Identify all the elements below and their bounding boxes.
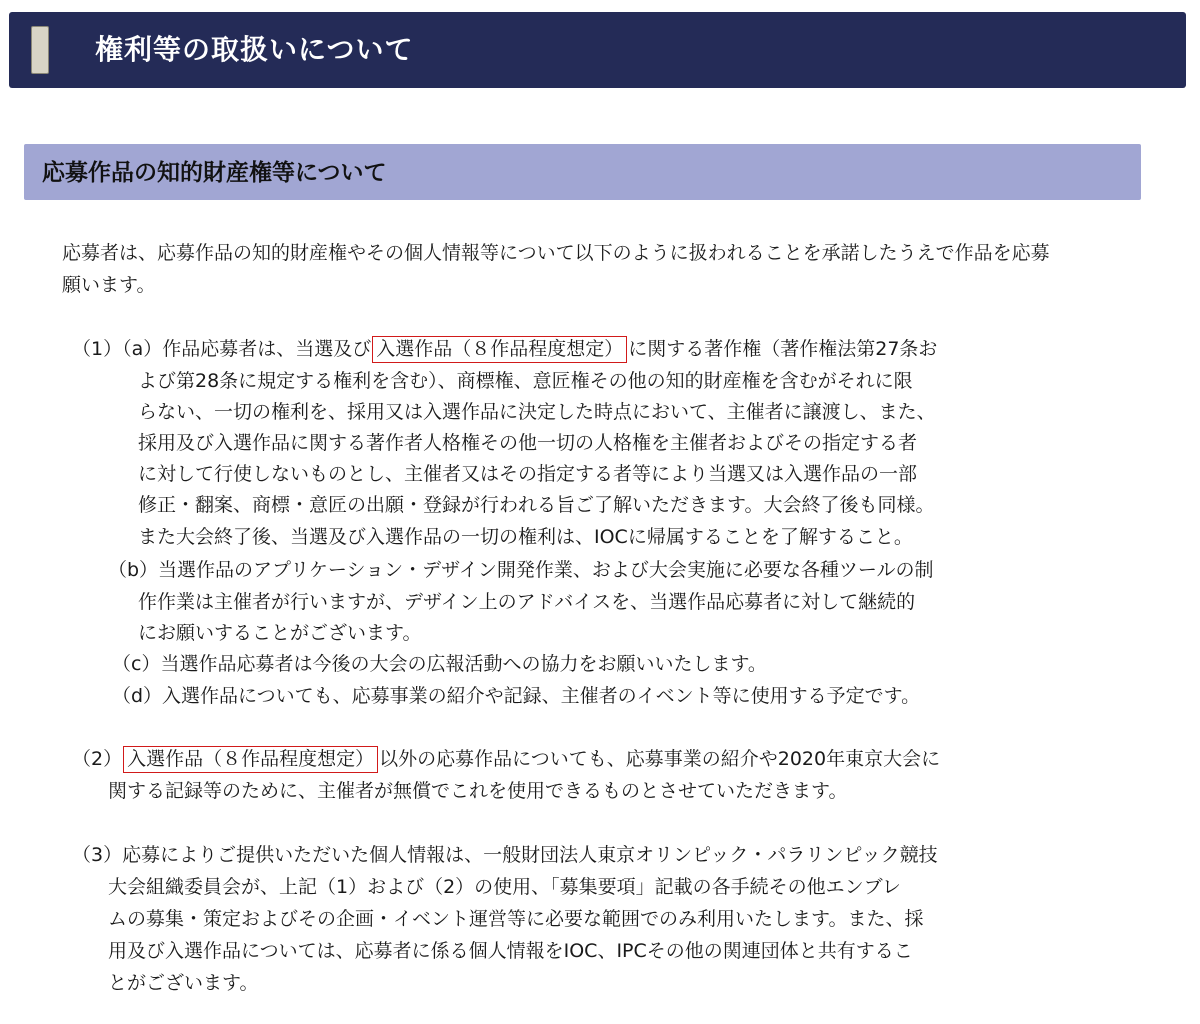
item3-line: とがございます。 [108, 972, 259, 994]
item1-a-line: らない、一切の権利を、採用又は入選作品に決定した時点において、主催者に譲渡し、また、 [138, 401, 936, 423]
intro-line-1: 応募者は、応募作品の知的財産権やその個人情報等について以下のように扱われることを承諾したうえで作品を応募 [62, 242, 1050, 264]
item1-a-post: に関する著作権（著作権法第27条お [628, 338, 938, 360]
item1-d-line: （d）入選作品についても、応募事業の紹介や記録、主催者のイベント等に使用する予定です。 [112, 685, 921, 707]
item1-a-line: また大会終了後、当選及び入選作品の一切の権利は、IOCに帰属することを了解すること。 [138, 526, 913, 548]
item1-b-line: （b）当選作品のアプリケーション・デザイン開発作業、および大会実施に必要な各種ツールの制 [108, 559, 934, 581]
item2-first-line [72, 746, 940, 772]
item1-a-pre: （1）（a）作品応募者は、当選及び [72, 338, 372, 360]
section-heading: 応募作品の知的財産権等について [42, 160, 387, 186]
item1-a-line: よび第28条に規定する権利を含む）、商標権、意匠権その他の知的財産権を含むがそれに限 [138, 370, 913, 392]
item2-post: 以外の応募作品についても、応募事業の紹介や2020年東京大会に [379, 748, 941, 770]
section-heading-bar [24, 144, 1141, 200]
item2-highlight-box: 入選作品（８作品程度想定） [123, 746, 378, 773]
item1-a-line: 採用及び入選作品に関する著作者人格権その他一切の人格権を主催者およびその指定する者 [138, 432, 918, 454]
page-title-bar [9, 12, 1186, 88]
item3-line: 用及び入選作品については、応募者に係る個人情報をIOC、IPCその他の関連団体と共有するこ [108, 940, 913, 962]
page-title: 権利等の取扱いについて [95, 33, 414, 66]
title-marker-icon [31, 26, 49, 74]
item3-line: （3）応募によりご提供いただいた個人情報は、一般財団法人東京オリンピック・パラリンピック競技 [72, 844, 938, 866]
item1-b-line: 作作業は主催者が行いますが、デザイン上のアドバイスを、当選作品応募者に対して継続的 [138, 591, 916, 613]
item1-a-first-line [72, 336, 937, 362]
item1-b-line: にお願いすることがございます。 [138, 622, 422, 644]
item3-line: ムの募集・策定およびその企画・イベント運営等に必要な範囲でのみ利用いたします。また、採 [108, 908, 924, 930]
item1-highlight-box: 入選作品（８作品程度想定） [372, 336, 627, 363]
item3-line: 大会組織委員会が、上記（1）および（2）の使用、「募集要項」記載の各手続その他エンブレ [108, 876, 901, 898]
item1-c-line: （c）当選作品応募者は今後の大会の広報活動への協力をお願いいたします。 [112, 653, 767, 675]
item2-pre: （2） [72, 748, 123, 770]
intro-line-2: 願います。 [62, 274, 156, 296]
item1-a-line: 修正・翻案、商標・意匠の出願・登録が行われる旨ご了解いただきます。大会終了後も同様。 [138, 494, 935, 516]
item2-line-2: 関する記録等のために、主催者が無償でこれを使用できるものとさせていただきます。 [108, 780, 848, 802]
item1-a-line: に対して行使しないものとし、主催者又はその指定する者等により当選又は入選作品の一部 [138, 463, 918, 485]
